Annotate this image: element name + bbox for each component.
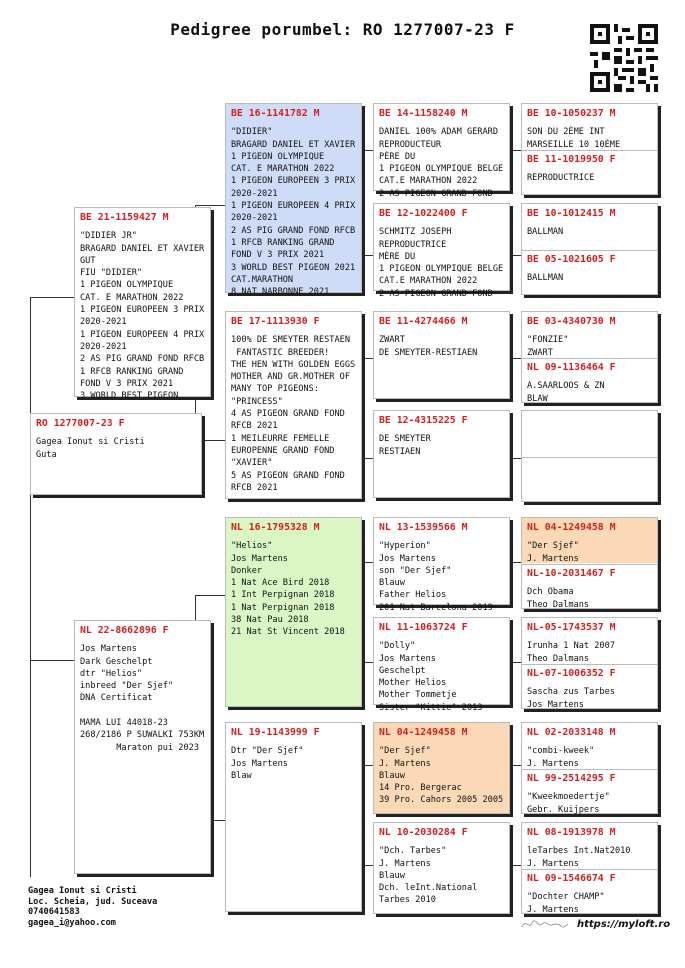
- ring-number: BE 21-1159427 M: [80, 212, 169, 223]
- g4-pair-card[interactable]: [521, 103, 658, 195]
- pigeon-notes: Dtr "Der Sjef" Jos Martens Blaw: [231, 746, 304, 781]
- pedigree-connector: [510, 150, 521, 151]
- pigeon-notes: Dch Obama Theo Dalmans: [527, 587, 590, 610]
- pigeon-notes: REPRODUCTRICE: [527, 173, 595, 184]
- ring-number: BE 03-4340730 M: [527, 316, 616, 327]
- pedigree-connector: [510, 255, 521, 256]
- pedigree-connector: [195, 595, 225, 596]
- pigeon-notes: Jos Martens Dark Geschelpt dtr "Helios" inbreed "Der Sjef" DNA Certificat MAMA LUI 44018-23 268/2186 P SUWALKI 753KM Maraton pui 2023: [80, 644, 205, 753]
- owner-contact: [28, 886, 157, 928]
- pigeon-notes: "DIDIER JR" BRAGARD DANIEL ET XAVIER GUT FIU "DIDIER" 1 PIGEON OLYMPIQUE CAT. E MARATHON 2022 1 PIGEON EUROPEEN 3 PRIX 2020-2021 1 PIGEON EUROPEEN 4 PRIX 2020-2021 2 AS PIG GRAND FOND RFCB 1 RFCB RANKING GRAND FOND V 3 PRIX 2021 3 WORLD BEST PIGEON: [80, 231, 205, 402]
- pigeon-notes: "Dolly" Jos Martens Geschelpt Mother Helios Mother Tommetje Sister "Kittie" 2013: [379, 641, 483, 713]
- pigeon-notes: "FONZIE" ZWART: [527, 335, 569, 358]
- ring-number: BE 10-1050237 M: [527, 108, 616, 119]
- ring-number: NL 11-1063724 F: [379, 622, 468, 633]
- pedigree-connector: [30, 660, 74, 661]
- pigeon-notes: "Kweekmoedertje" Gebr. Kuijpers: [527, 792, 610, 815]
- g3-card[interactable]: [373, 103, 510, 199]
- pedigree-connector: [362, 865, 373, 866]
- pedigree-connector: [362, 765, 373, 766]
- g3-card[interactable]: [373, 203, 510, 299]
- pigeon-notes: "Der Sjef" J. Martens Blauw 14 Pro. Bergerac 39 Pro. Cahors 2005 2005: [379, 746, 504, 806]
- ring-number: BE 12-4315225 F: [379, 415, 468, 426]
- pedigree-connector: [195, 205, 225, 206]
- g3-card[interactable]: [373, 617, 510, 713]
- pedigree-connector: [510, 458, 521, 459]
- pigeon-notes: Irunha 1 Nat 2007 Theo Dalmans: [527, 641, 615, 664]
- ring-number: NL 09-1136464 F: [527, 362, 616, 373]
- ring-number: BE 05-1021605 F: [527, 254, 616, 265]
- ring-number: NL-05-1743537 M: [527, 622, 616, 633]
- dam-sire-card[interactable]: [225, 517, 362, 707]
- pigeon-notes: "DIDIER" BRAGARD DANIEL ET XAVIER 1 PIGEON OLYMPIQUE CAT. E MARATHON 2022 1 PIGEON EUROPEEN 3 PRIX 2020-2021 1 PIGEON EUROPEEN 4 PRIX 2020-2021 2 AS PIG GRAND FOND RFCB 1 RFCB RANKING GRAND FOND V 3 PRIX 2021 3 WORLD BEST PIGEON 2021 CAT.MARATHON 8 NAT NARBONNE 2021: [231, 127, 356, 298]
- ring-number: NL-10-2031467 F: [527, 568, 616, 579]
- ring-number: NL 04-1249458 M: [527, 522, 616, 533]
- sire-card[interactable]: [74, 207, 211, 402]
- ring-number: NL 19-1143999 F: [231, 727, 320, 738]
- g4-pair-card[interactable]: [521, 617, 658, 709]
- ring-number: NL 99-2514295 F: [527, 773, 616, 784]
- qr-code: [590, 24, 658, 92]
- ring-number: NL 13-1539566 M: [379, 522, 468, 533]
- pedigree-connector: [362, 562, 363, 662]
- owner-name: Gagea Ionut si Cristi: [28, 886, 137, 896]
- pedigree-connector: [362, 358, 373, 359]
- pigeon-notes: SCHMITZ JOSEPH REPRODUCTRICE MÈRE DU 1 PIGEON OLYMPIQUE BELGE CAT.E MARATHON 2022 2 AS PIGEON GRAND FOND: [379, 227, 504, 299]
- dam-card[interactable]: [74, 620, 211, 874]
- pedigree-connector: [362, 765, 363, 865]
- pigeon-notes: Gagea Ionut si Cristi Guta: [36, 437, 145, 460]
- pigeon-notes: "Hyperion" Jos Martens son "Der Sjef" Blauw Father Helios 201 Nat Barcelona 2019: [379, 541, 493, 613]
- g3-card[interactable]: [373, 410, 510, 498]
- g3-card[interactable]: [373, 311, 510, 399]
- pigeon-notes: leTarbes Int.Nat2010 J. Martens: [527, 846, 631, 869]
- g3-card[interactable]: [373, 822, 510, 914]
- pedigree-connector: [510, 865, 521, 866]
- g3-card[interactable]: [373, 517, 510, 613]
- ring-number: NL 22-8662896 F: [80, 625, 169, 636]
- pigeon-notes: DE SMEYTER RESTIAEN: [379, 434, 431, 457]
- owner-phone: 0740641583: [28, 907, 80, 917]
- ring-number: NL 09-1546674 F: [527, 873, 616, 884]
- g4-pair-card[interactable]: [521, 203, 658, 295]
- g4-pair-card[interactable]: [521, 722, 658, 814]
- pedigree-connector: [510, 562, 521, 563]
- owner-location: Loc. Scheia, jud. Suceava: [28, 896, 158, 907]
- ring-number: BE 14-1158240 M: [379, 108, 468, 119]
- owner-email[interactable]: gagea_i@yahoo.com: [28, 917, 116, 928]
- pedigree-connector: [30, 297, 74, 298]
- ring-number: NL 02-2033148 M: [527, 727, 616, 738]
- g4-pair-card[interactable]: [521, 410, 658, 502]
- pedigree-connector: [362, 150, 363, 255]
- pedigree-connector: [510, 358, 521, 359]
- pigeon-notes: "Dochter CHAMP" J. Martens: [527, 892, 605, 915]
- pedigree-connector: [362, 458, 373, 459]
- ring-number: NL 16-1795328 M: [231, 522, 320, 533]
- ring-number: BE 11-1019950 F: [527, 154, 616, 165]
- pigeon-notes: BALLMAN: [527, 273, 564, 284]
- ring-number: RO 1277007-23 F: [36, 418, 125, 429]
- ring-number: BE 16-1141782 M: [231, 108, 320, 119]
- ring-number: BE 10-1012415 M: [527, 208, 616, 219]
- g4-pair-card[interactable]: [521, 517, 658, 609]
- ring-number: BE 11-4274466 M: [379, 316, 468, 327]
- ring-number: BE 17-1113930 F: [231, 316, 320, 327]
- g4-pair-card[interactable]: [521, 311, 658, 403]
- pedigree-connector: [362, 358, 363, 458]
- ring-number: NL-07-1006352 F: [527, 668, 616, 679]
- ring-number: BE 12-1022400 F: [379, 208, 468, 219]
- website-link[interactable]: https://myloft.ro: [577, 919, 671, 930]
- pigeon-notes: ZWART DE SMEYTER-RESTIAEN: [379, 335, 478, 358]
- pigeon-notes: DANIEL 100% ADAM GERARD REPRODUCTEUR PÈRE DU 1 PIGEON OLYMPIQUE BELGE CAT.E MARATHON 2022 2 AS PIGEON GRAND FOND: [379, 127, 504, 199]
- pedigree-connector: [362, 562, 373, 563]
- pigeon-notes: SON DU 2ÈME INT MARSEILLE 10 10ÈME: [527, 127, 621, 150]
- pigeon-notes: "Der Sjef" J. Martens: [527, 541, 579, 564]
- pedigree-connector: [30, 297, 31, 877]
- pedigree-connector: [362, 662, 373, 663]
- g4-pair-card[interactable]: [521, 822, 658, 914]
- subject-pigeon-card[interactable]: [30, 413, 202, 495]
- page-title: Pedigree porumbel: RO 1277007-23 F: [170, 20, 515, 39]
- pedigree-connector: [510, 765, 521, 766]
- sire-sire-card[interactable]: [225, 103, 362, 298]
- pigeon-notes: "Dch. Tarbes" J. Martens Blauw Dch. leInt.National Tarbes 2010: [379, 846, 478, 906]
- sire-dam-card[interactable]: [225, 311, 362, 499]
- signature-image: [520, 916, 570, 932]
- pedigree-connector: [362, 255, 373, 256]
- pigeon-notes: Sascha zus Tarbes Jos Martens: [527, 687, 615, 710]
- ring-number: NL 08-1913978 M: [527, 827, 616, 838]
- pigeon-notes: "Helios" Jos Martens Donker 1 Nat Ace Bird 2018 1 Int Perpignan 2018 1 Nat Perpignan 2018 38 Nat Pau 2018 21 Nat St Vincent 2018: [231, 541, 345, 638]
- ring-number: NL 10-2030284 F: [379, 827, 468, 838]
- pigeon-notes: 100% DE SMEYTER RESTAEN FANTASTIC BREEDER! THE HEN WITH GOLDEN EGGS MOTHER AND GR.MOTHER OF MANY TOP PIGEONS: "PRINCESS" 4 AS PIGEON GRAND FOND RFCB 2021 1 MEILEURRE FEMELLE EUROPENNE GRAND FOND "XAVIER" 5 AS PIGEON GRAND FOND RFCB 2021: [231, 335, 356, 493]
- pigeon-notes: A.SAARLOOS & ZN BLAW: [527, 381, 605, 404]
- pedigree-connector: [510, 662, 521, 663]
- g3-card[interactable]: [373, 722, 510, 814]
- pedigree-connector: [362, 150, 373, 151]
- pigeon-notes: "combi-kweek" J. Martens: [527, 746, 595, 769]
- pigeon-notes: BALLMAN: [527, 227, 564, 238]
- dam-dam-card[interactable]: [225, 722, 362, 912]
- ring-number: NL 04-1249458 M: [379, 727, 468, 738]
